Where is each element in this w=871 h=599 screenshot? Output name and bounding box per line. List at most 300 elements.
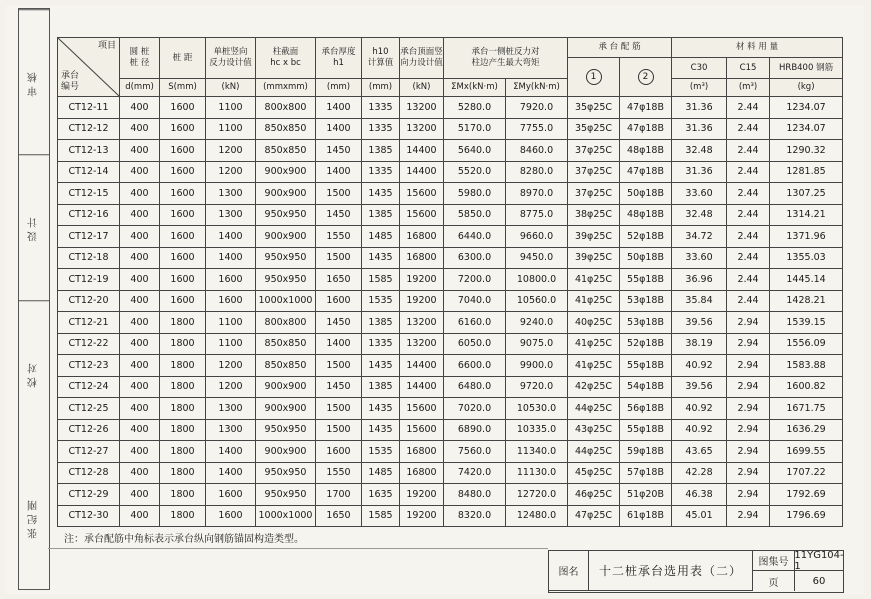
header-moment-2: 柱边产生最大弯矩 — [471, 58, 540, 68]
table-cell: 1800 — [160, 355, 206, 377]
table-cell: 1600 — [160, 161, 206, 183]
table-cell: 1385 — [362, 204, 400, 226]
table-cell: 19200 — [400, 290, 444, 312]
table-cell: 900x900 — [256, 441, 316, 463]
table-cell: 2.94 — [727, 398, 770, 420]
table-row — [58, 247, 843, 269]
page-label: 页 — [753, 571, 795, 591]
table-cell: 42φ25C — [568, 376, 620, 398]
header-code: 编号 — [61, 82, 80, 92]
table-cell: 9075.0 — [506, 333, 568, 355]
table-cell: 1535 — [362, 290, 400, 312]
pile-cap-table — [57, 37, 843, 527]
table-cell: 950x950 — [256, 247, 316, 269]
table-cell: 57φ18B — [620, 462, 672, 484]
table-cell: 14400 — [400, 140, 444, 162]
table-cell: 1300 — [206, 419, 256, 441]
table-cell: CT12-24 — [58, 376, 120, 398]
table-cell: 1335 — [362, 333, 400, 355]
table-row — [58, 376, 843, 398]
table-cell: 53φ18B — [620, 312, 672, 334]
table-cell: 1000x1000 — [256, 290, 316, 312]
table-cell: 1550 — [316, 226, 362, 248]
table-cell: 2.44 — [727, 140, 770, 162]
table-cell: 13200 — [400, 118, 444, 140]
table-cell: 47φ25C — [568, 505, 620, 527]
table-cell: CT12-14 — [58, 161, 120, 183]
table-cell: 1335 — [362, 118, 400, 140]
table-cell: 8970.0 — [506, 183, 568, 205]
table-cell: 400 — [120, 183, 160, 205]
table-cell: 8320.0 — [444, 505, 506, 527]
table-cell: 37φ25C — [568, 161, 620, 183]
table-cell: 16800 — [400, 441, 444, 463]
table-cell: 5280.0 — [444, 97, 506, 119]
table-cell: 1400 — [316, 161, 362, 183]
table-cell: 39φ25C — [568, 226, 620, 248]
table-cell: 9660.0 — [506, 226, 568, 248]
header-diagonal-cell — [58, 38, 120, 97]
table-cell: CT12-22 — [58, 333, 120, 355]
table-cell: 2.94 — [727, 333, 770, 355]
table-cell: CT12-29 — [58, 484, 120, 506]
table-cell: CT12-12 — [58, 118, 120, 140]
table-cell: 950x950 — [256, 484, 316, 506]
table-cell: 31.36 — [672, 97, 727, 119]
table-cell: 1485 — [362, 462, 400, 484]
table-cell: 16800 — [400, 462, 444, 484]
header-spacing: 桩 距 — [160, 38, 206, 79]
table-cell: 400 — [120, 355, 160, 377]
table-cell: 2.94 — [727, 355, 770, 377]
header-material: 材 料 用 量 — [672, 38, 843, 58]
table-row — [58, 312, 843, 334]
table-cell: 1400 — [206, 226, 256, 248]
table-cell: 2.44 — [727, 226, 770, 248]
table-cell: 31.36 — [672, 161, 727, 183]
table-cell: CT12-16 — [58, 204, 120, 226]
header-hrb: HRB400 钢筋 — [770, 58, 843, 79]
approval-cell: 张纪刚 — [28, 495, 40, 538]
table-cell: 7200.0 — [444, 269, 506, 291]
table-row — [58, 118, 843, 140]
table-cell: 800x800 — [256, 97, 316, 119]
unit-top: (kN) — [400, 79, 444, 97]
table-cell: 900x900 — [256, 183, 316, 205]
atlas-number: 11YG104-1 — [794, 549, 844, 572]
table-cell: 8775.0 — [506, 204, 568, 226]
unit-c30: (m³) — [672, 79, 727, 97]
atlas-label: 图集号 — [753, 551, 795, 571]
table-cell: 36.96 — [672, 269, 727, 291]
table-cell: 1234.07 — [770, 97, 843, 119]
table-cell: 6300.0 — [444, 247, 506, 269]
table-cell: 8480.0 — [444, 484, 506, 506]
table-row — [58, 161, 843, 183]
header-bearing: 单桩竖向 — [213, 47, 248, 57]
table-cell: 5850.0 — [444, 204, 506, 226]
table-cell: 1600 — [206, 269, 256, 291]
header-pile-dia: 圆 桩 — [129, 47, 150, 57]
table-cell: 1800 — [160, 505, 206, 527]
table-cell: 15600 — [400, 183, 444, 205]
table-cell: 34.72 — [672, 226, 727, 248]
table-cell: 1707.22 — [770, 462, 843, 484]
table-row — [58, 484, 843, 506]
table-cell: 950x950 — [256, 419, 316, 441]
header-column: 柱截面 — [272, 47, 299, 57]
table-cell: 43.65 — [672, 441, 727, 463]
table-cell: 1290.32 — [770, 140, 843, 162]
table-row — [58, 441, 843, 463]
table-cell: 400 — [120, 376, 160, 398]
table-cell: 37φ25C — [568, 140, 620, 162]
header-thick: 承台厚度 — [321, 47, 356, 57]
table-cell: 400 — [120, 97, 160, 119]
table-cell: 50φ18B — [620, 183, 672, 205]
table-cell: 50φ18B — [620, 247, 672, 269]
unit-thick: (mm) — [316, 79, 362, 97]
table-cell: 2.94 — [727, 441, 770, 463]
table-cell: 39.56 — [672, 312, 727, 334]
table-cell: 1535 — [362, 441, 400, 463]
table-cell: 1800 — [160, 333, 206, 355]
table-cell: 2.44 — [727, 161, 770, 183]
table-cell: 1100 — [206, 97, 256, 119]
table-cell: 8460.0 — [506, 140, 568, 162]
table-cell: 1385 — [362, 312, 400, 334]
table-row — [58, 505, 843, 527]
table-cell: 1450 — [316, 140, 362, 162]
table-cell: 41φ25C — [568, 333, 620, 355]
table-cell: 1500 — [316, 355, 362, 377]
table-cell: 1100 — [206, 312, 256, 334]
table-cell: 44φ25C — [568, 441, 620, 463]
table-cell: 1485 — [362, 226, 400, 248]
table-cell: 1600 — [160, 226, 206, 248]
table-cell: 40φ25C — [568, 312, 620, 334]
table-cell: 6440.0 — [444, 226, 506, 248]
table-cell: 1450 — [316, 376, 362, 398]
table-cell: 850x850 — [256, 333, 316, 355]
table-cell: 6890.0 — [444, 419, 506, 441]
table-cell: 55φ18B — [620, 419, 672, 441]
table-cell: 400 — [120, 312, 160, 334]
table-cell: 1800 — [160, 398, 206, 420]
table-cell: 800x800 — [256, 312, 316, 334]
rebar-1-icon: 1 — [586, 69, 602, 85]
table-cell: 15600 — [400, 398, 444, 420]
header-top-2: 向力设计值 — [400, 58, 443, 68]
table-cell: 2.94 — [727, 505, 770, 527]
table-row — [58, 290, 843, 312]
table-cell: 400 — [120, 204, 160, 226]
table-cell: 48φ18B — [620, 204, 672, 226]
header-c15: C15 — [727, 58, 770, 79]
table-cell: 32.48 — [672, 204, 727, 226]
table-cell: 11130.0 — [506, 462, 568, 484]
unit-h10: (mm) — [362, 79, 400, 97]
table-cell: 400 — [120, 398, 160, 420]
table-cell: 48φ18B — [620, 140, 672, 162]
table-cell: 45.01 — [672, 505, 727, 527]
table-cell: 1300 — [206, 398, 256, 420]
divider — [48, 548, 548, 549]
table-cell: 10530.0 — [506, 398, 568, 420]
table-cell: 2.44 — [727, 97, 770, 119]
table-cell: 1200 — [206, 140, 256, 162]
table-cell: 7560.0 — [444, 441, 506, 463]
table-cell: CT12-15 — [58, 183, 120, 205]
table-cell: 2.44 — [727, 183, 770, 205]
table-cell: 7420.0 — [444, 462, 506, 484]
approval-cell: 设计 — [19, 154, 49, 299]
table-cell: 47φ18B — [620, 161, 672, 183]
table-cell: 1650 — [316, 505, 362, 527]
table-cell: 5640.0 — [444, 140, 506, 162]
table-cell: 400 — [120, 290, 160, 312]
table-cell: 56φ18B — [620, 398, 672, 420]
table-cell: 19200 — [400, 269, 444, 291]
table-cell: 5170.0 — [444, 118, 506, 140]
table-cell: 1800 — [160, 312, 206, 334]
unit-bearing: (kN) — [206, 79, 256, 97]
table-cell: 1435 — [362, 247, 400, 269]
table-cell: 55φ18B — [620, 355, 672, 377]
table-row — [58, 183, 843, 205]
figure-title: 十二桩承台选用表（二） — [589, 551, 753, 591]
table-cell: 7020.0 — [444, 398, 506, 420]
table-cell: 1583.88 — [770, 355, 843, 377]
table-cell: 1281.85 — [770, 161, 843, 183]
table-cell: 7920.0 — [506, 97, 568, 119]
table-cell: 7755.0 — [506, 118, 568, 140]
table-cell: 1200 — [206, 355, 256, 377]
table-cell: 1400 — [316, 97, 362, 119]
table-cell: CT12-26 — [58, 419, 120, 441]
table-cell: CT12-23 — [58, 355, 120, 377]
table-cell: 1435 — [362, 398, 400, 420]
table-cell: 850x850 — [256, 140, 316, 162]
table-row — [58, 462, 843, 484]
table-cell: 400 — [120, 441, 160, 463]
table-cell: 400 — [120, 226, 160, 248]
table-cell: 1800 — [160, 462, 206, 484]
table-cell: 47φ18B — [620, 118, 672, 140]
table-cell: 2.94 — [727, 419, 770, 441]
table-row — [58, 333, 843, 355]
table-cell: 900x900 — [256, 161, 316, 183]
table-cell: CT12-11 — [58, 97, 120, 119]
table-cell: 16800 — [400, 226, 444, 248]
table-cell: 54φ18B — [620, 376, 672, 398]
table-cell: 1400 — [206, 441, 256, 463]
table-cell: 38.19 — [672, 333, 727, 355]
table-cell: CT12-18 — [58, 247, 120, 269]
table-cell: CT12-27 — [58, 441, 120, 463]
header-thick-2: h1 — [333, 58, 344, 68]
table-cell: 1200 — [206, 376, 256, 398]
header-column-2: hc x bc — [270, 58, 301, 68]
table-cell: CT12-28 — [58, 462, 120, 484]
table-cell: 15600 — [400, 419, 444, 441]
table-cell: 41φ25C — [568, 290, 620, 312]
table-cell: 13200 — [400, 333, 444, 355]
table-cell: 1435 — [362, 419, 400, 441]
title-block — [548, 550, 844, 593]
approval-strip — [18, 8, 50, 590]
table-cell: 1699.55 — [770, 441, 843, 463]
table-cell: 10800.0 — [506, 269, 568, 291]
table-cell: 10335.0 — [506, 419, 568, 441]
table-cell: 5980.0 — [444, 183, 506, 205]
table-cell: 1435 — [362, 183, 400, 205]
table-cell: 1500 — [316, 247, 362, 269]
unit-c15: (m³) — [727, 79, 770, 97]
table-cell: 950x950 — [256, 269, 316, 291]
figure-name-label: 图名 — [549, 551, 589, 591]
unit-mx: ΣMx(kN·m) — [444, 79, 506, 97]
table-cell: 1450 — [316, 312, 362, 334]
table-cell: 9450.0 — [506, 247, 568, 269]
header-bearing-2: 反力设计值 — [209, 58, 252, 68]
table-cell: CT12-21 — [58, 312, 120, 334]
table-cell: 43φ25C — [568, 419, 620, 441]
table-cell: 1428.21 — [770, 290, 843, 312]
table-cell: 1000x1000 — [256, 505, 316, 527]
table-row — [58, 398, 843, 420]
header-h10-2: 计算值 — [367, 58, 394, 68]
table-cell: 2.44 — [727, 290, 770, 312]
table-cell: 9240.0 — [506, 312, 568, 334]
table-cell: 1585 — [362, 505, 400, 527]
table-cell: CT12-30 — [58, 505, 120, 527]
table-cell: 1445.14 — [770, 269, 843, 291]
table-cell: 52φ18B — [620, 226, 672, 248]
table-cell: 1585 — [362, 269, 400, 291]
table-cell: 38φ25C — [568, 204, 620, 226]
table-cell: 900x900 — [256, 376, 316, 398]
footnote: 注：承台配筋中角标表示承台纵向钢筋锚固构造类型。 — [64, 534, 304, 545]
table-cell: 1600.82 — [770, 376, 843, 398]
table-cell: 14400 — [400, 161, 444, 183]
table-cell: 46φ25C — [568, 484, 620, 506]
table-cell: 1335 — [362, 161, 400, 183]
table-cell: 900x900 — [256, 226, 316, 248]
header-top: 承台顶面竖 — [400, 47, 443, 57]
table-cell: 1100 — [206, 118, 256, 140]
table-cell: 1539.15 — [770, 312, 843, 334]
table-cell: 900x900 — [256, 398, 316, 420]
table-cell: CT12-20 — [58, 290, 120, 312]
table-cell: 850x850 — [256, 118, 316, 140]
table-cell: 1300 — [206, 204, 256, 226]
unit-hrb: (kg) — [770, 79, 843, 97]
table-cell: 6050.0 — [444, 333, 506, 355]
table-cell: 1600 — [160, 118, 206, 140]
table-cell: 1100 — [206, 333, 256, 355]
header-project: 项目 — [97, 41, 116, 51]
table-cell: 59φ18B — [620, 441, 672, 463]
table-cell: 1792.69 — [770, 484, 843, 506]
table-cell: 1600 — [160, 290, 206, 312]
table-cell: 1435 — [362, 355, 400, 377]
table-cell: 1796.69 — [770, 505, 843, 527]
table-cell: 19200 — [400, 505, 444, 527]
table-cell: 1234.07 — [770, 118, 843, 140]
table-cell: 51φ20B — [620, 484, 672, 506]
table-row — [58, 419, 843, 441]
header-h10: h10 — [372, 47, 389, 57]
table-cell: 1635 — [362, 484, 400, 506]
table-cell: 40.92 — [672, 419, 727, 441]
table-cell: 1600 — [160, 183, 206, 205]
table-cell: 1600 — [206, 505, 256, 527]
table-cell: 1200 — [206, 161, 256, 183]
table-cell: 46.38 — [672, 484, 727, 506]
table-cell: 1800 — [160, 484, 206, 506]
table-cell: 12720.0 — [506, 484, 568, 506]
table-cell: 1600 — [160, 269, 206, 291]
table-cell: 1556.09 — [770, 333, 843, 355]
table-cell: 1355.03 — [770, 247, 843, 269]
table-cell: 1371.96 — [770, 226, 843, 248]
table-cell: 1307.25 — [770, 183, 843, 205]
table-cell: 1671.75 — [770, 398, 843, 420]
table-cell: 950x950 — [256, 204, 316, 226]
table-cell: 12480.0 — [506, 505, 568, 527]
table-cell: 1600 — [160, 140, 206, 162]
table-cell: 40.92 — [672, 355, 727, 377]
table-cell: 7040.0 — [444, 290, 506, 312]
table-cell: 2.44 — [727, 247, 770, 269]
table-cell: 31.36 — [672, 118, 727, 140]
table-cell: CT12-13 — [58, 140, 120, 162]
table-cell: 44φ25C — [568, 398, 620, 420]
table-cell: 61φ18B — [620, 505, 672, 527]
table-cell: 1636.29 — [770, 419, 843, 441]
table-cell: 47φ18B — [620, 97, 672, 119]
table-cell: 6160.0 — [444, 312, 506, 334]
table-cell: 2.94 — [727, 376, 770, 398]
table-cell: 45φ25C — [568, 462, 620, 484]
table-cell: 33.60 — [672, 183, 727, 205]
table-cell: 2.44 — [727, 118, 770, 140]
table-cell: 400 — [120, 161, 160, 183]
header-rebar: 承 台 配 筋 — [568, 38, 672, 58]
table-cell: 14400 — [400, 355, 444, 377]
table-row — [58, 355, 843, 377]
table-cell: 6600.0 — [444, 355, 506, 377]
table-cell: CT12-19 — [58, 269, 120, 291]
table-cell: 14400 — [400, 376, 444, 398]
table-cell: 37φ25C — [568, 183, 620, 205]
table-cell: 1800 — [160, 441, 206, 463]
table-cell: 1600 — [316, 290, 362, 312]
table-cell: 42.28 — [672, 462, 727, 484]
table-row — [58, 204, 843, 226]
table-cell: 15600 — [400, 204, 444, 226]
table-cell: 1550 — [316, 462, 362, 484]
table-cell: CT12-25 — [58, 398, 120, 420]
table-cell: 400 — [120, 118, 160, 140]
table-cell: 33.60 — [672, 247, 727, 269]
table-cell: 1385 — [362, 140, 400, 162]
table-cell: 1800 — [160, 419, 206, 441]
table-cell: 1600 — [206, 290, 256, 312]
table-cell: 1600 — [316, 441, 362, 463]
table-cell: 16800 — [400, 247, 444, 269]
